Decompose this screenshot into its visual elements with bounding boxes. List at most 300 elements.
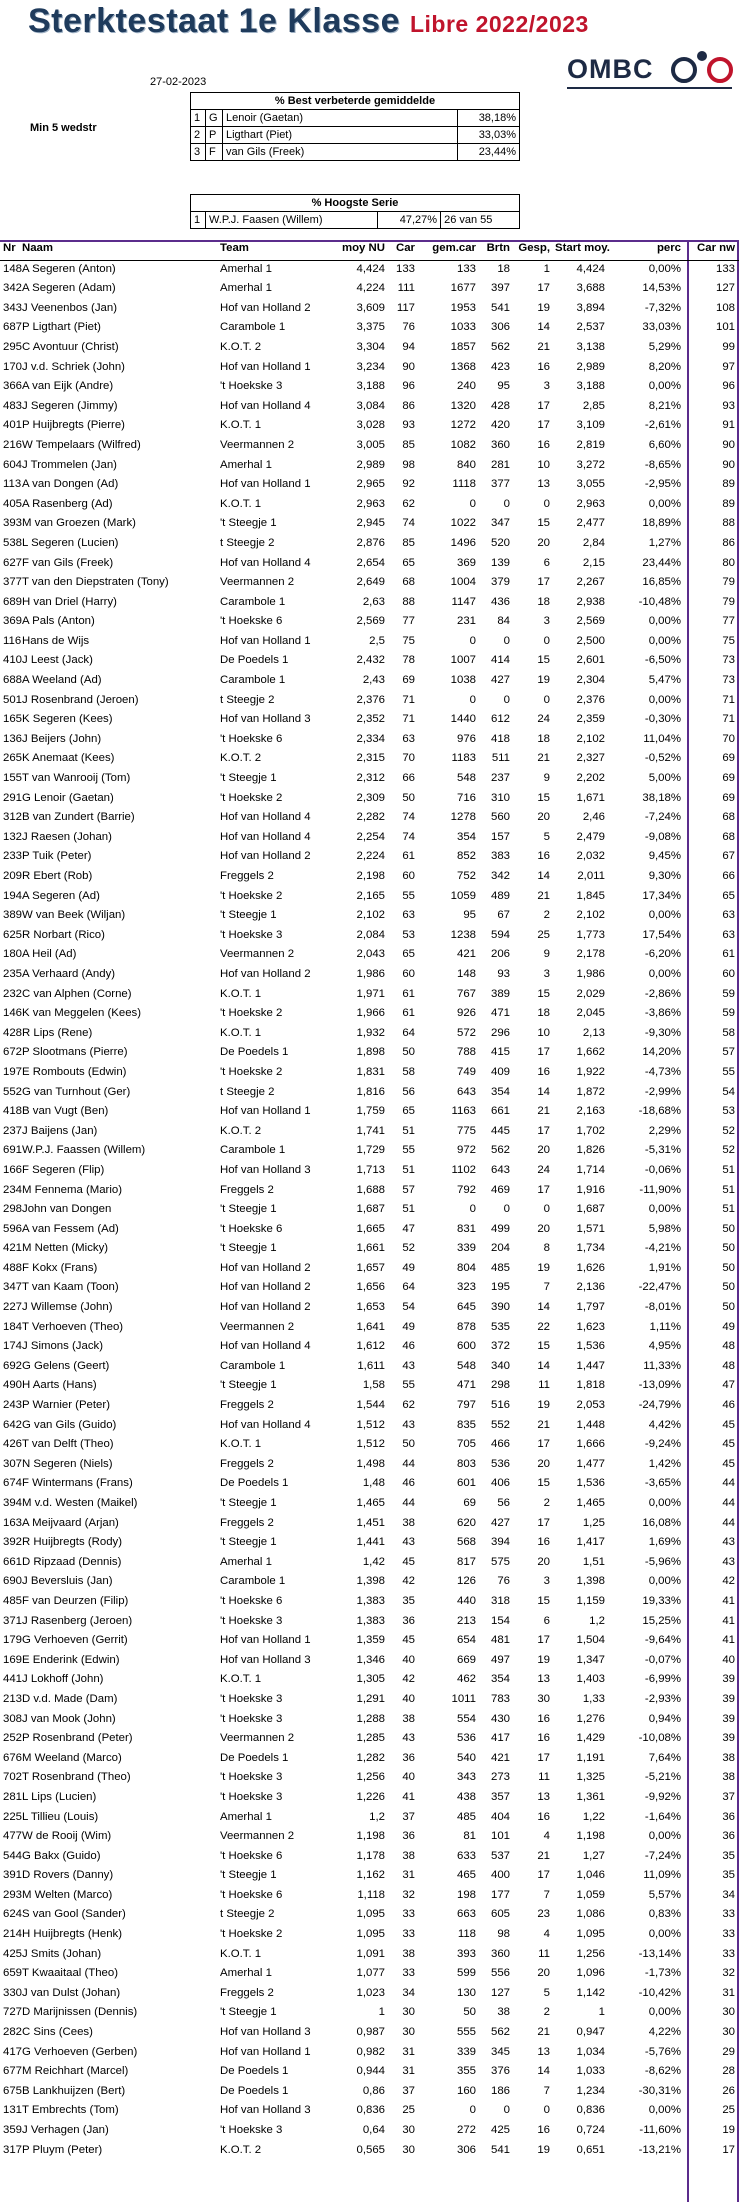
cell-moy: 1,688 xyxy=(356,1183,385,1196)
table-row xyxy=(0,2142,739,2162)
cell-start: 2,938 xyxy=(576,595,605,608)
cell-gesp: 14 xyxy=(537,1359,550,1372)
table-row xyxy=(0,1221,739,1241)
cell-gesp: 10 xyxy=(537,1026,550,1039)
table-row xyxy=(0,378,739,398)
cell-brtn: 84 xyxy=(497,615,510,628)
cell-brtn: 427 xyxy=(490,1516,510,1529)
cell-nr: 281 xyxy=(3,1790,23,1803)
table-row xyxy=(0,1436,739,1456)
cell-perc: -5,76% xyxy=(644,2045,681,2058)
cell-team: 't Hoekske 6 xyxy=(220,1888,283,1901)
cell-nr: 116 xyxy=(3,634,22,647)
table-row xyxy=(0,1044,739,1064)
cell-start: 1,448 xyxy=(576,1418,605,1431)
cell-carnw: 47 xyxy=(722,1379,735,1392)
cell-nr: 688 xyxy=(3,674,23,687)
cell-perc: 0,83% xyxy=(648,1908,681,1921)
cell-gemcar: 926 xyxy=(456,1007,476,1020)
table-row xyxy=(0,927,739,947)
cell-gemcar: 1238 xyxy=(450,928,476,941)
cell-perc: 4,42% xyxy=(648,1418,681,1431)
cell-brtn: 400 xyxy=(490,1869,510,1882)
table-row xyxy=(0,1182,739,1202)
cell-perc: 11,09% xyxy=(643,1869,681,1882)
cell-start: 1,662 xyxy=(576,1046,605,1059)
cell-brtn: 195 xyxy=(490,1281,510,1294)
cell-carnw: 86 xyxy=(722,536,735,549)
cell-brtn: 360 xyxy=(490,438,510,451)
cell-carnw: 88 xyxy=(722,517,735,530)
cell-gesp: 13 xyxy=(537,1673,550,1686)
cell-team: Amerhal 1 xyxy=(220,282,272,295)
cell-perc: 0,00% xyxy=(648,1928,681,1941)
cell-gemcar: 645 xyxy=(456,1301,476,1314)
cell-team: Hof van Holland 1 xyxy=(220,360,311,373)
cell-gemcar: 775 xyxy=(456,1124,476,1137)
cell-car: 117 xyxy=(396,301,415,314)
cell-team: 't Hoekske 2 xyxy=(220,791,283,804)
cell-moy: 1,441 xyxy=(356,1536,385,1549)
cell-perc: -2,86% xyxy=(644,987,681,1000)
cell-car: 43 xyxy=(402,1536,415,1549)
col-header-moy: moy NU xyxy=(341,242,385,254)
cell-naam: L Lips (Lucien) xyxy=(22,1790,97,1803)
cell-nr: 146 xyxy=(3,1007,23,1020)
cell-gesp: 9 xyxy=(543,772,550,785)
cell-car: 55 xyxy=(402,1379,415,1392)
cell-gesp: 6 xyxy=(543,1614,550,1627)
table-row xyxy=(0,2063,739,2083)
cell-brtn: 390 xyxy=(490,1301,510,1314)
cell-moy: 1,091 xyxy=(356,1947,385,1960)
table-row xyxy=(0,1162,739,1182)
col-header-perc: perc xyxy=(656,242,681,254)
cell-start: 1,2 xyxy=(589,1614,605,1627)
cell-gesp: 17 xyxy=(537,1516,550,1529)
cell-car: 51 xyxy=(402,1124,415,1137)
cell-moy: 1,291 xyxy=(356,1692,385,1705)
cell-gesp: 10 xyxy=(537,458,550,471)
cell-naam: M Welten (Marco) xyxy=(22,1888,113,1901)
best-row: 3 F van Gils (Freek) 23,44% xyxy=(191,144,520,161)
cell-start: 1,347 xyxy=(576,1653,605,1666)
cell-carnw: 35 xyxy=(722,1849,735,1862)
table-row xyxy=(0,496,739,516)
cell-team: 't Hoekske 3 xyxy=(220,928,283,941)
cell-team: Hof van Holland 2 xyxy=(220,1281,311,1294)
cell-start: 0,724 xyxy=(576,2124,605,2136)
cell-carnw: 33 xyxy=(722,1928,735,1941)
cell-start: 1,872 xyxy=(576,1085,605,1098)
table-row xyxy=(0,790,739,810)
cell-brtn: 345 xyxy=(490,2045,510,2058)
cell-brtn: 93 xyxy=(497,967,510,980)
cell-carnw: 55 xyxy=(722,1065,735,1078)
cell-brtn: 354 xyxy=(490,1085,510,1098)
cell-brtn: 0 xyxy=(503,497,510,510)
cell-perc: 0,00% xyxy=(648,1830,681,1843)
cell-start: 2,500 xyxy=(576,634,605,647)
cell-perc: -6,99% xyxy=(644,1673,681,1686)
cell-start: 2,85 xyxy=(582,399,605,412)
report-date: 27-02-2023 xyxy=(150,76,207,88)
cell-moy: 1,359 xyxy=(356,1634,385,1647)
cell-perc: -9,30% xyxy=(644,1026,681,1039)
cell-carnw: 44 xyxy=(722,1516,735,1529)
cell-naam: J Segeren (Jimmy) xyxy=(22,399,118,412)
cell-gesp: 11 xyxy=(538,1379,550,1392)
cell-carnw: 41 xyxy=(722,1594,735,1607)
cell-brtn: 340 xyxy=(490,1359,510,1372)
table-row xyxy=(0,319,739,339)
cell-car: 69 xyxy=(402,674,415,687)
cell-nr: 488 xyxy=(3,1261,23,1274)
cell-moy: 3,234 xyxy=(356,360,385,373)
cell-start: 2,304 xyxy=(576,674,605,687)
table-row xyxy=(0,1573,739,1593)
cell-gesp: 20 xyxy=(537,1967,550,1980)
cell-gemcar: 804 xyxy=(456,1261,476,1274)
cell-brtn: 417 xyxy=(490,1732,510,1745)
cell-brtn: 536 xyxy=(490,1457,510,1470)
table-row xyxy=(0,476,739,496)
cell-car: 25 xyxy=(402,2104,415,2117)
cell-team: Hof van Holland 1 xyxy=(220,1634,311,1647)
cell-brtn: 427 xyxy=(490,674,510,687)
cell-moy: 1,611 xyxy=(357,1359,385,1372)
table-row xyxy=(0,809,739,829)
cell-carnw: 48 xyxy=(722,1359,735,1372)
cell-moy: 1,741 xyxy=(356,1124,385,1137)
cell-team: 't Steegje 1 xyxy=(220,1242,277,1255)
cell-perc: 23,44% xyxy=(642,556,681,569)
cell-gesp: 18 xyxy=(537,595,550,608)
cell-moy: 2,63 xyxy=(362,595,385,608)
cell-gesp: 24 xyxy=(537,713,550,726)
cell-nr: 136 xyxy=(3,732,23,745)
cell-gemcar: 1272 xyxy=(450,419,476,432)
table-row xyxy=(0,339,739,359)
best-row: 2 P Ligthart (Piet) 33,03% xyxy=(191,127,520,144)
cell-moy: 2,569 xyxy=(356,615,385,628)
cell-naam: R Lips (Rene) xyxy=(22,1026,93,1039)
cell-naam: K Anemaat (Kees) xyxy=(22,752,115,765)
cell-naam: D Ripzaad (Dennis) xyxy=(22,1555,122,1568)
cell-nr: 441 xyxy=(3,1673,23,1686)
table-row xyxy=(0,1515,739,1535)
cell-naam: A Segeren (Ad) xyxy=(22,889,100,902)
col-header-car: Car xyxy=(396,242,415,254)
cell-moy: 1,58 xyxy=(362,1379,385,1392)
table-row xyxy=(0,1377,739,1397)
cell-naam: J Rasenberg (Jeroen) xyxy=(22,1614,133,1627)
cell-moy: 3,188 xyxy=(356,380,385,393)
cell-moy: 1,966 xyxy=(356,1007,385,1020)
cell-start: 2,267 xyxy=(576,576,605,589)
cell-gesp: 7 xyxy=(543,1888,550,1901)
cell-car: 34 xyxy=(402,1986,415,1999)
cell-gesp: 19 xyxy=(537,301,550,314)
cell-moy: 1,665 xyxy=(356,1222,385,1235)
cell-gesp: 30 xyxy=(537,1692,550,1705)
cell-perc: -7,24% xyxy=(644,1849,681,1862)
cell-nr: 317 xyxy=(3,2143,23,2156)
table-row xyxy=(0,300,739,320)
cell-brtn: 76 xyxy=(497,1575,510,1588)
cell-gesp: 14 xyxy=(537,1301,550,1314)
cell-team: 't Steegje 1 xyxy=(220,1497,277,1509)
cell-carnw: 93 xyxy=(722,399,735,412)
table-row xyxy=(0,848,739,868)
cell-team: K.O.T. 1 xyxy=(220,1026,262,1039)
cell-naam: H Aarts (Hans) xyxy=(22,1379,97,1392)
col-header-carnw: Car nw xyxy=(697,242,735,254)
cell-perc: 16,08% xyxy=(642,1516,681,1529)
cell-gesp: 2 xyxy=(543,909,550,922)
cell-car: 42 xyxy=(402,1673,415,1686)
cell-moy: 2,254 xyxy=(356,830,385,843)
cell-naam: J Baijens (Jan) xyxy=(22,1124,98,1137)
cell-car: 58 xyxy=(402,1065,415,1078)
cell-team: 't Hoekske 3 xyxy=(220,1712,283,1725)
cell-naam: A van Fessem (Ad) xyxy=(22,1222,119,1235)
cell-gesp: 16 xyxy=(537,1065,550,1078)
cell-nr: 265 xyxy=(3,752,23,765)
cell-carnw: 77 xyxy=(722,615,735,628)
cell-gemcar: 369 xyxy=(456,556,476,569)
cell-carnw: 96 xyxy=(722,380,735,393)
cell-perc: -9,08% xyxy=(644,830,681,843)
cell-gemcar: 462 xyxy=(456,1673,476,1686)
cell-carnw: 45 xyxy=(722,1438,735,1451)
cell-gemcar: 705 xyxy=(456,1438,476,1451)
cell-team: Freggels 2 xyxy=(220,1516,274,1529)
cell-perc: 0,00% xyxy=(648,1203,681,1216)
cell-nr: 477 xyxy=(3,1830,23,1843)
cell-perc: 2,29% xyxy=(648,1124,681,1137)
table-row xyxy=(0,1358,739,1378)
cell-carnw: 41 xyxy=(722,1634,735,1647)
cell-gesp: 17 xyxy=(537,1634,550,1647)
cell-brtn: 420 xyxy=(490,419,510,432)
cell-gesp: 8 xyxy=(543,1242,550,1255)
cell-nr: 235 xyxy=(3,967,23,980)
cell-carnw: 39 xyxy=(722,1692,735,1705)
cell-brtn: 423 xyxy=(490,360,510,373)
cell-carnw: 42 xyxy=(722,1575,735,1588)
cell-start: 1,671 xyxy=(576,791,605,804)
cell-gesp: 16 xyxy=(537,1712,550,1725)
cell-start: 3,109 xyxy=(576,419,605,432)
cell-carnw: 51 xyxy=(722,1163,735,1176)
cell-moy: 1,282 xyxy=(356,1751,385,1764)
cell-start: 1,51 xyxy=(582,1555,605,1568)
cell-nr: 544 xyxy=(3,1849,23,1862)
cell-perc: -0,06% xyxy=(644,1163,681,1176)
cell-moy: 1,095 xyxy=(356,1908,385,1921)
table-row xyxy=(0,888,739,908)
cell-start: 1,429 xyxy=(576,1732,605,1745)
cell-carnw: 46 xyxy=(722,1399,735,1412)
cell-gesp: 4 xyxy=(543,1830,550,1843)
cell-perc: 4,95% xyxy=(648,1340,681,1353)
cell-start: 2,819 xyxy=(576,438,605,451)
cell-moy: 0,982 xyxy=(356,2045,385,2058)
table-row xyxy=(0,868,739,888)
cell-nr: 209 xyxy=(3,870,23,882)
cell-team: Hof van Holland 4 xyxy=(220,556,311,569)
cell-gemcar: 339 xyxy=(456,2045,476,2058)
cell-start: 1,27 xyxy=(582,1849,605,1862)
cell-moy: 1,398 xyxy=(356,1575,385,1588)
table-row xyxy=(0,1240,739,1260)
cell-carnw: 44 xyxy=(722,1477,735,1490)
table-row xyxy=(0,1652,739,1672)
cell-carnw: 34 xyxy=(722,1888,735,1901)
cell-nr: 627 xyxy=(3,556,23,569)
cell-perc: -0,52% xyxy=(644,752,681,765)
table-row xyxy=(0,515,739,535)
cell-start: 0,836 xyxy=(576,2104,605,2117)
cell-perc: 14,20% xyxy=(642,1046,681,1059)
cell-gemcar: 438 xyxy=(456,1790,476,1803)
cell-nr: 677 xyxy=(3,2065,23,2078)
cell-gemcar: 601 xyxy=(456,1477,476,1490)
cell-car: 85 xyxy=(402,438,415,451)
cell-naam: B van Vugt (Ben) xyxy=(22,1105,109,1118)
col-header-brtn: Brtn xyxy=(486,242,510,254)
cell-start: 2,537 xyxy=(576,321,605,334)
cell-gemcar: 792 xyxy=(456,1183,476,1196)
cell-team: K.O.T. 2 xyxy=(220,340,262,353)
cell-carnw: 31 xyxy=(722,1986,735,1999)
cell-naam: J van Dulst (Johan) xyxy=(22,1986,121,1999)
cell-perc: 0,00% xyxy=(648,634,681,647)
cell-carnw: 57 xyxy=(722,1046,735,1059)
cell-start: 1,623 xyxy=(576,1320,605,1333)
cell-nr: 624 xyxy=(3,1908,23,1921)
cell-naam: G Verhoeven (Gerrit) xyxy=(22,1634,128,1647)
cell-naam: W Tempelaars (Wilfred) xyxy=(22,438,141,451)
cell-car: 31 xyxy=(402,2065,415,2078)
cell-car: 40 xyxy=(402,1692,415,1705)
cell-gemcar: 633 xyxy=(456,1849,476,1862)
cell-car: 45 xyxy=(402,1555,415,1568)
cell-start: 1,361 xyxy=(576,1790,605,1803)
cell-brtn: 415 xyxy=(490,1046,510,1059)
table-row xyxy=(0,437,739,457)
cell-car: 43 xyxy=(402,1359,415,1372)
cell-carnw: 39 xyxy=(722,1732,735,1745)
cell-car: 53 xyxy=(402,928,415,941)
highest-row: 1 W.P.J. Faasen (Willem) 47,27% 26 van 55 xyxy=(191,212,520,229)
table-row xyxy=(0,261,739,281)
cell-perc: -10,42% xyxy=(638,1986,681,1999)
cell-moy: 1,729 xyxy=(356,1144,385,1157)
cell-gemcar: 471 xyxy=(456,1379,476,1392)
cell-gesp: 16 xyxy=(537,850,550,863)
cell-team: 't Hoekske 6 xyxy=(220,615,283,628)
cell-nr: 197 xyxy=(3,1065,23,1078)
cell-start: 3,055 xyxy=(576,478,605,491)
cell-moy: 1,023 xyxy=(356,1986,385,1999)
cell-car: 60 xyxy=(402,967,415,980)
cell-brtn: 575 xyxy=(490,1555,510,1568)
cell-car: 37 xyxy=(402,2084,415,2097)
cell-start: 1,276 xyxy=(576,1712,605,1725)
cell-gemcar: 198 xyxy=(456,1888,476,1901)
cell-gemcar: 1183 xyxy=(451,752,476,765)
cell-start: 1,33 xyxy=(582,1692,605,1705)
cell-start: 1,702 xyxy=(576,1124,605,1137)
cell-gesp: 15 xyxy=(537,1340,550,1353)
cell-carnw: 59 xyxy=(722,987,735,1000)
cell-gemcar: 465 xyxy=(456,1869,476,1882)
cell-brtn: 562 xyxy=(490,1144,510,1157)
cell-brtn: 428 xyxy=(490,399,510,412)
cell-start: 1,626 xyxy=(576,1261,605,1274)
cell-nr: 243 xyxy=(3,1399,23,1412)
cell-naam: J Trommelen (Jan) xyxy=(22,458,117,471)
cell-moy: 1,346 xyxy=(356,1653,385,1666)
cell-car: 56 xyxy=(402,1085,415,1098)
cell-start: 2,011 xyxy=(577,870,605,882)
cell-perc: 16,85% xyxy=(642,576,681,589)
cell-carnw: 99 xyxy=(722,340,735,353)
cell-moy: 1 xyxy=(378,2006,385,2019)
cell-nr: 216 xyxy=(3,438,23,451)
cell-team: Hof van Holland 2 xyxy=(220,301,311,314)
cell-moy: 2,334 xyxy=(356,732,385,745)
cell-perc: 11,33% xyxy=(643,1359,681,1372)
cell-gesp: 3 xyxy=(543,615,550,628)
cell-moy: 2,876 xyxy=(356,536,385,549)
cell-start: 1,034 xyxy=(576,2045,605,2058)
cell-car: 32 xyxy=(402,1888,415,1901)
cell-gesp: 17 xyxy=(537,282,550,295)
cell-start: 2,46 xyxy=(582,811,605,824)
cell-brtn: 0 xyxy=(503,693,510,706)
cell-team: Amerhal 1 xyxy=(220,458,272,471)
table-row xyxy=(0,1809,739,1829)
cell-naam: J Raesen (Johan) xyxy=(22,830,112,843)
table-row xyxy=(0,1769,739,1789)
table-header-row xyxy=(0,240,739,261)
cell-gesp: 17 xyxy=(537,1751,550,1764)
cell-start: 2,359 xyxy=(576,713,605,726)
cell-moy: 2,43 xyxy=(362,674,385,687)
cell-start: 2,963 xyxy=(576,497,605,510)
cell-perc: -13,14% xyxy=(638,1947,681,1960)
highest-series-heading: % Hoogste Serie xyxy=(191,195,520,212)
cell-gesp: 21 xyxy=(537,1418,550,1431)
cell-car: 52 xyxy=(402,1242,415,1255)
cell-brtn: 481 xyxy=(490,1634,510,1647)
cell-start: 2,13 xyxy=(582,1026,605,1039)
cell-nr: 194 xyxy=(3,889,23,902)
cell-gemcar: 976 xyxy=(456,732,476,745)
cell-gemcar: 354 xyxy=(456,830,476,843)
table-row xyxy=(0,1906,739,1926)
cell-gesp: 20 xyxy=(537,1144,550,1157)
cell-perc: -4,21% xyxy=(644,1242,681,1255)
cell-carnw: 101 xyxy=(715,321,735,334)
cell-carnw: 51 xyxy=(722,1183,735,1196)
cell-gemcar: 555 xyxy=(456,2026,476,2039)
cell-nr: 234 xyxy=(3,1183,23,1196)
cell-brtn: 783 xyxy=(490,1692,510,1705)
